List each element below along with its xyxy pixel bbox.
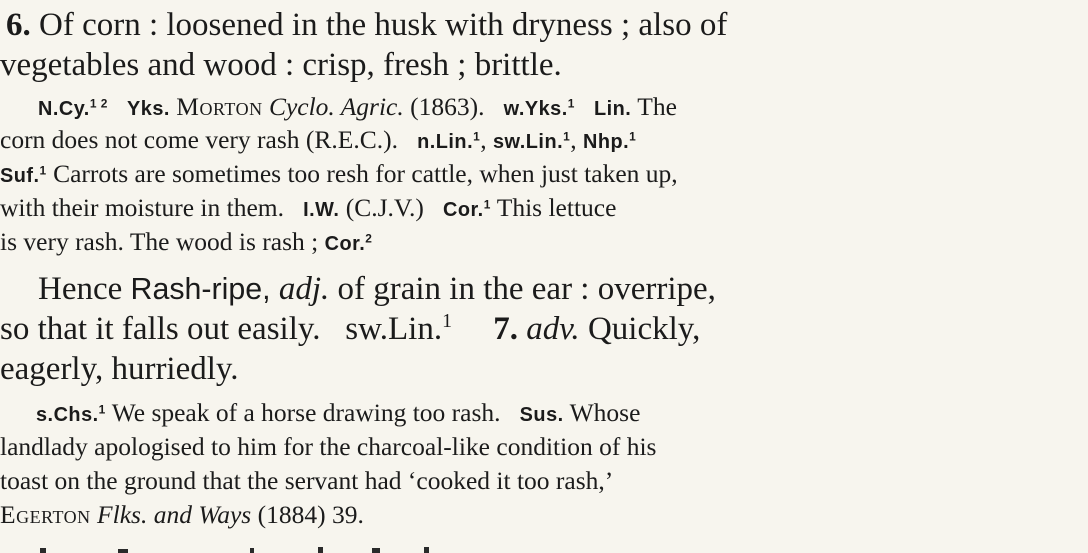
sense-6-definition-line-1 <box>6 9 727 42</box>
dialect-label: I.W. <box>303 199 340 221</box>
glyph-fragment <box>424 547 429 553</box>
glyph-fragment <box>372 548 380 553</box>
citation-line <box>0 127 636 153</box>
dialect-label: Lin. <box>594 98 632 120</box>
definition-text: Of corn : loosened in the husk with dryness ; also of <box>39 7 728 43</box>
citation-line <box>0 195 616 221</box>
sense-number: 6. <box>6 7 31 43</box>
source-year: (1863). <box>410 92 485 121</box>
quotation-text: toast on the ground that the servant had ‘cooked it too rash,’ <box>0 466 614 495</box>
sense-number: 7. <box>493 311 518 347</box>
quotation-text: Carrots are sometimes too resh for cattle, when just taken up, <box>53 159 678 188</box>
definition-text: eagerly, hurriedly. <box>0 351 239 387</box>
definition-text: so that it falls out easily. <box>0 311 321 347</box>
quotation-text: corn does not come very rash (R.E.C.). <box>0 125 398 154</box>
cropped-text-glyphs <box>0 540 1088 553</box>
author-name: Morton <box>176 92 263 121</box>
citation-line <box>0 229 372 255</box>
dialect-label: Suf.$^1$ <box>0 163 47 187</box>
citation-line <box>0 161 678 187</box>
citation-line <box>36 400 640 426</box>
quotation-text: Whose <box>569 398 641 427</box>
cropped-line-fragment <box>0 540 1088 553</box>
dialect-label: Cor.$^1$ <box>443 197 491 221</box>
quotation-text: is very rash. The wood is rash ; <box>0 227 319 256</box>
citation-line <box>0 434 656 460</box>
citation-source: (C.J.V.) <box>345 193 424 222</box>
author-name: Egerton <box>0 500 91 529</box>
quotation-text: with their moisture in them. <box>0 193 284 222</box>
sense-6-definition-line-2 <box>0 49 562 82</box>
citation-line <box>0 502 364 528</box>
headword: Rash-ripe, <box>130 273 271 306</box>
definition-text: Quickly, <box>587 311 701 347</box>
dialect-label: N.Cy.$^{1 2}$ <box>38 96 108 120</box>
glyph-fragment <box>118 549 128 553</box>
dialect-label: Sus. <box>519 404 564 426</box>
glyph-fragment <box>318 547 323 553</box>
part-of-speech: adv. <box>526 311 580 347</box>
glyph-fragment <box>250 548 254 553</box>
dialect-label: w.Yks.$^1$ <box>503 96 575 120</box>
dialect-label: Cor.$^2$ <box>324 231 373 255</box>
punctuation: , <box>570 125 577 154</box>
quotation-text: We speak of a horse drawing too rash. <box>111 398 501 427</box>
quotation-text: This lettuce <box>496 193 617 222</box>
definition-text: of grain in the ear : overripe, <box>337 271 716 307</box>
source-title: Flks. and Ways <box>97 500 252 529</box>
derivative-line-3 <box>0 353 239 386</box>
definition-text: vegetables and wood : crisp, fresh ; brittle. <box>0 47 562 83</box>
quotation-text: landlady apologised to him for the charcoal-like condition of his <box>0 432 657 461</box>
punctuation: , <box>480 125 487 154</box>
derivative-intro: Hence <box>38 271 123 307</box>
derivative-line-2 <box>0 310 701 347</box>
quotation-text: The <box>637 92 677 121</box>
derivative-line-1 <box>38 273 716 306</box>
dialect-label: Nhp.$^1$ <box>583 129 637 153</box>
source-year: (1884) 39. <box>257 500 364 529</box>
dialect-label: n.Lin.$^1$ <box>417 129 481 153</box>
dialect-label: sw.Lin.$^1$ <box>345 310 452 347</box>
citation-line <box>0 468 613 494</box>
dialect-label: sw.Lin.$^1$ <box>493 129 571 153</box>
source-title: Cyclo. Agric. <box>268 92 404 121</box>
dialect-label: s.Chs.$^1$ <box>36 402 106 426</box>
dialect-label: Yks. <box>127 98 170 120</box>
citation-line <box>38 94 677 120</box>
part-of-speech: adj. <box>278 271 330 307</box>
glyph-fragment <box>40 548 46 553</box>
